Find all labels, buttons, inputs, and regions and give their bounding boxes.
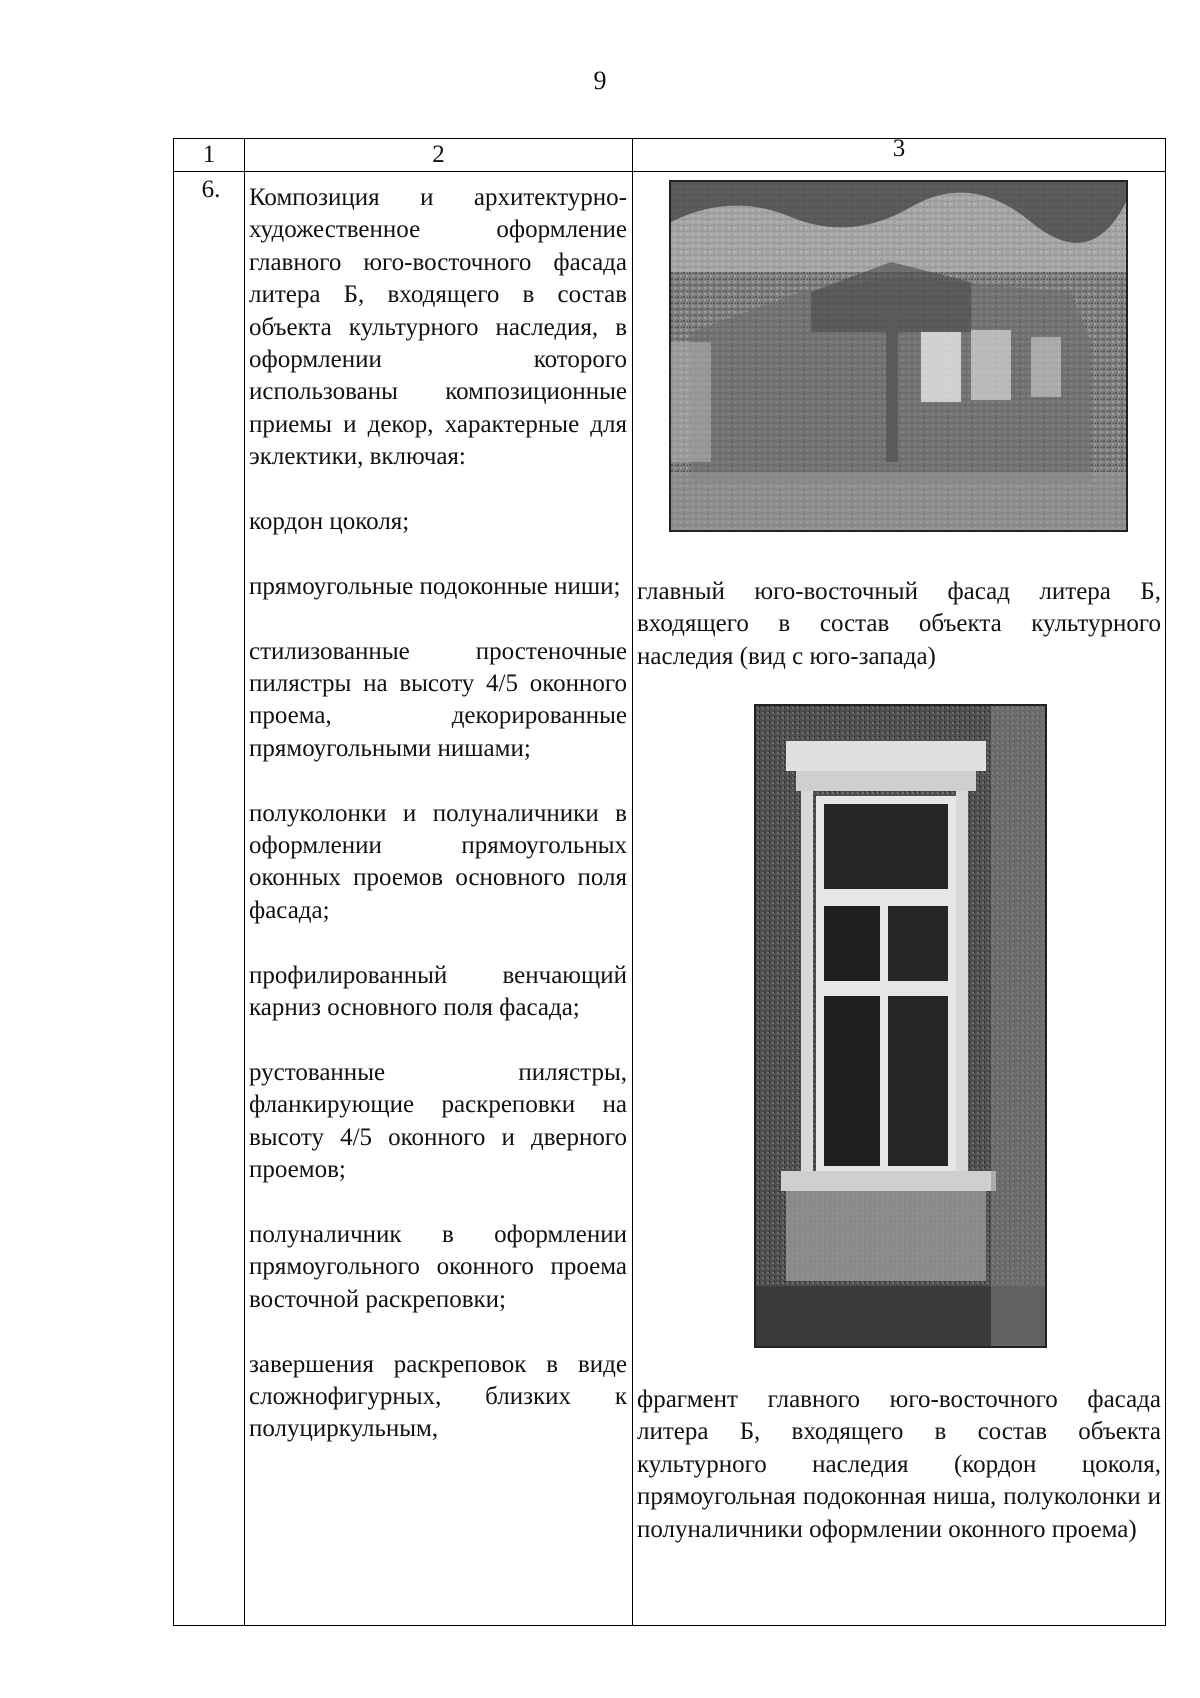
list-item: завершения раскреповок в виде сложнофигурных, близких к полуциркульным,: [249, 1350, 627, 1443]
table-border-bottom: [173, 1625, 1166, 1626]
list-item: стилизованные простеночные пилястры на высоту 4/5 оконного проема, декорированные прямоугольными нишами;: [249, 637, 627, 762]
list-item: рустованные пилястры, фланкирующие раскреповки на высоту 4/5 оконного и дверного проемов;: [249, 1058, 627, 1184]
facade-photo: [669, 180, 1128, 532]
list-item: профилированный венчающий карниз основного поля фасада;: [249, 961, 627, 1022]
window-photo-caption: фрагмент главного юго-восточного фасада литера Б, входящего в состав объекта культурного наследия (кордон цоколя, прямоугольная подоконная ниша, полуколонки и полуналичники оформлении оконного проема): [637, 1386, 1161, 1543]
window-photo: [754, 704, 1047, 1348]
row-number: 6.: [201, 176, 221, 203]
facade-photo-caption: главный юго-восточный фасад литера Б, входящего в состав объекта культурного наследия (вид с юго-запада): [637, 578, 1161, 670]
table-col-divider-2: [632, 138, 633, 1626]
list-item: полуналичник в оформлении прямоугольного оконного проема восточной раскреповки;: [249, 1220, 627, 1313]
table-header-divider: [173, 171, 1166, 172]
table-header-col-2: 2: [432, 141, 445, 168]
element-description: [249, 182, 627, 1446]
table-header-col-3: 3: [892, 135, 906, 162]
description-intro: Композиция и архитектурно-художественное оформление главного юго-восточного фасада литера Б, входящего в состав объекта культурного наследия, в оформлении которого использованы композиционные приемы и декор, характерные для эклектики, включая:: [249, 184, 627, 471]
list-item: прямоугольные подоконные ниши;: [249, 572, 621, 600]
table-col-divider-1: [244, 138, 245, 1626]
table-border-left: [173, 138, 174, 1626]
table-header-col-1: 1: [202, 141, 216, 168]
list-item: кордон цоколя;: [249, 508, 410, 536]
table-border-right: [1165, 138, 1166, 1626]
list-item: полуколонки и полуналичники в оформлении прямоугольных оконных проемов основного поля фасада;: [249, 799, 627, 924]
page-number: 9: [593, 66, 607, 95]
